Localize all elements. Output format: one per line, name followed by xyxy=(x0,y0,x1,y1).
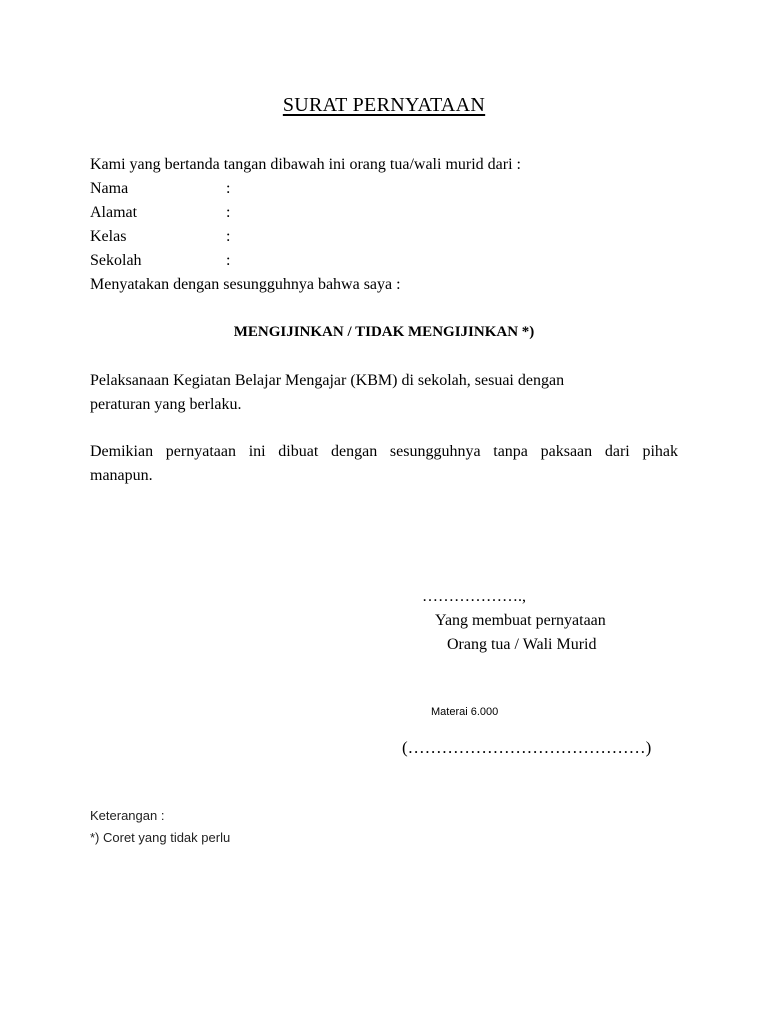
field-colon-kelas: : xyxy=(226,228,231,245)
signature-name-line: (……………………………………) xyxy=(402,738,652,757)
field-label-nama: Nama xyxy=(90,180,129,197)
paragraph-kbm-line-2: peraturan yang berlaku. xyxy=(90,396,242,413)
permission-choice: MENGIJINKAN / TIDAK MENGIJINKAN *) xyxy=(233,324,535,340)
field-colon-alamat: : xyxy=(226,204,231,221)
materai-label: Materai 6.000 xyxy=(431,706,499,718)
paragraph-kbm-line-1: Pelaksanaan Kegiatan Belajar Mengajar (KBM) di sekolah, sesuai dengan xyxy=(90,372,565,389)
paragraph-closing-line-1: Demikian pernyataan ini dibuat dengan sesungguhnya tanpa paksaan dari pihak xyxy=(90,443,678,460)
field-label-sekolah: Sekolah xyxy=(90,252,142,269)
field-colon-sekolah: : xyxy=(226,252,231,269)
field-label-alamat: Alamat xyxy=(90,204,138,221)
signature-maker: Yang membuat pernyataan xyxy=(435,612,606,629)
notes-item: *) Coret yang tidak perlu xyxy=(90,830,231,845)
document-title: SURAT PERNYATAAN xyxy=(282,94,486,116)
intro-text: Kami yang bertanda tangan dibawah ini orang tua/wali murid dari : xyxy=(90,156,521,173)
notes-heading: Keterangan : xyxy=(90,808,165,823)
statement-text: Menyatakan dengan sesungguhnya bahwa saya : xyxy=(90,276,401,293)
paragraph-closing-line-2: manapun. xyxy=(90,467,153,484)
signature-role: Orang tua / Wali Murid xyxy=(447,636,597,653)
field-colon-nama: : xyxy=(226,180,231,197)
signature-place-date: ………………., xyxy=(422,588,526,605)
field-label-kelas: Kelas xyxy=(90,228,127,245)
